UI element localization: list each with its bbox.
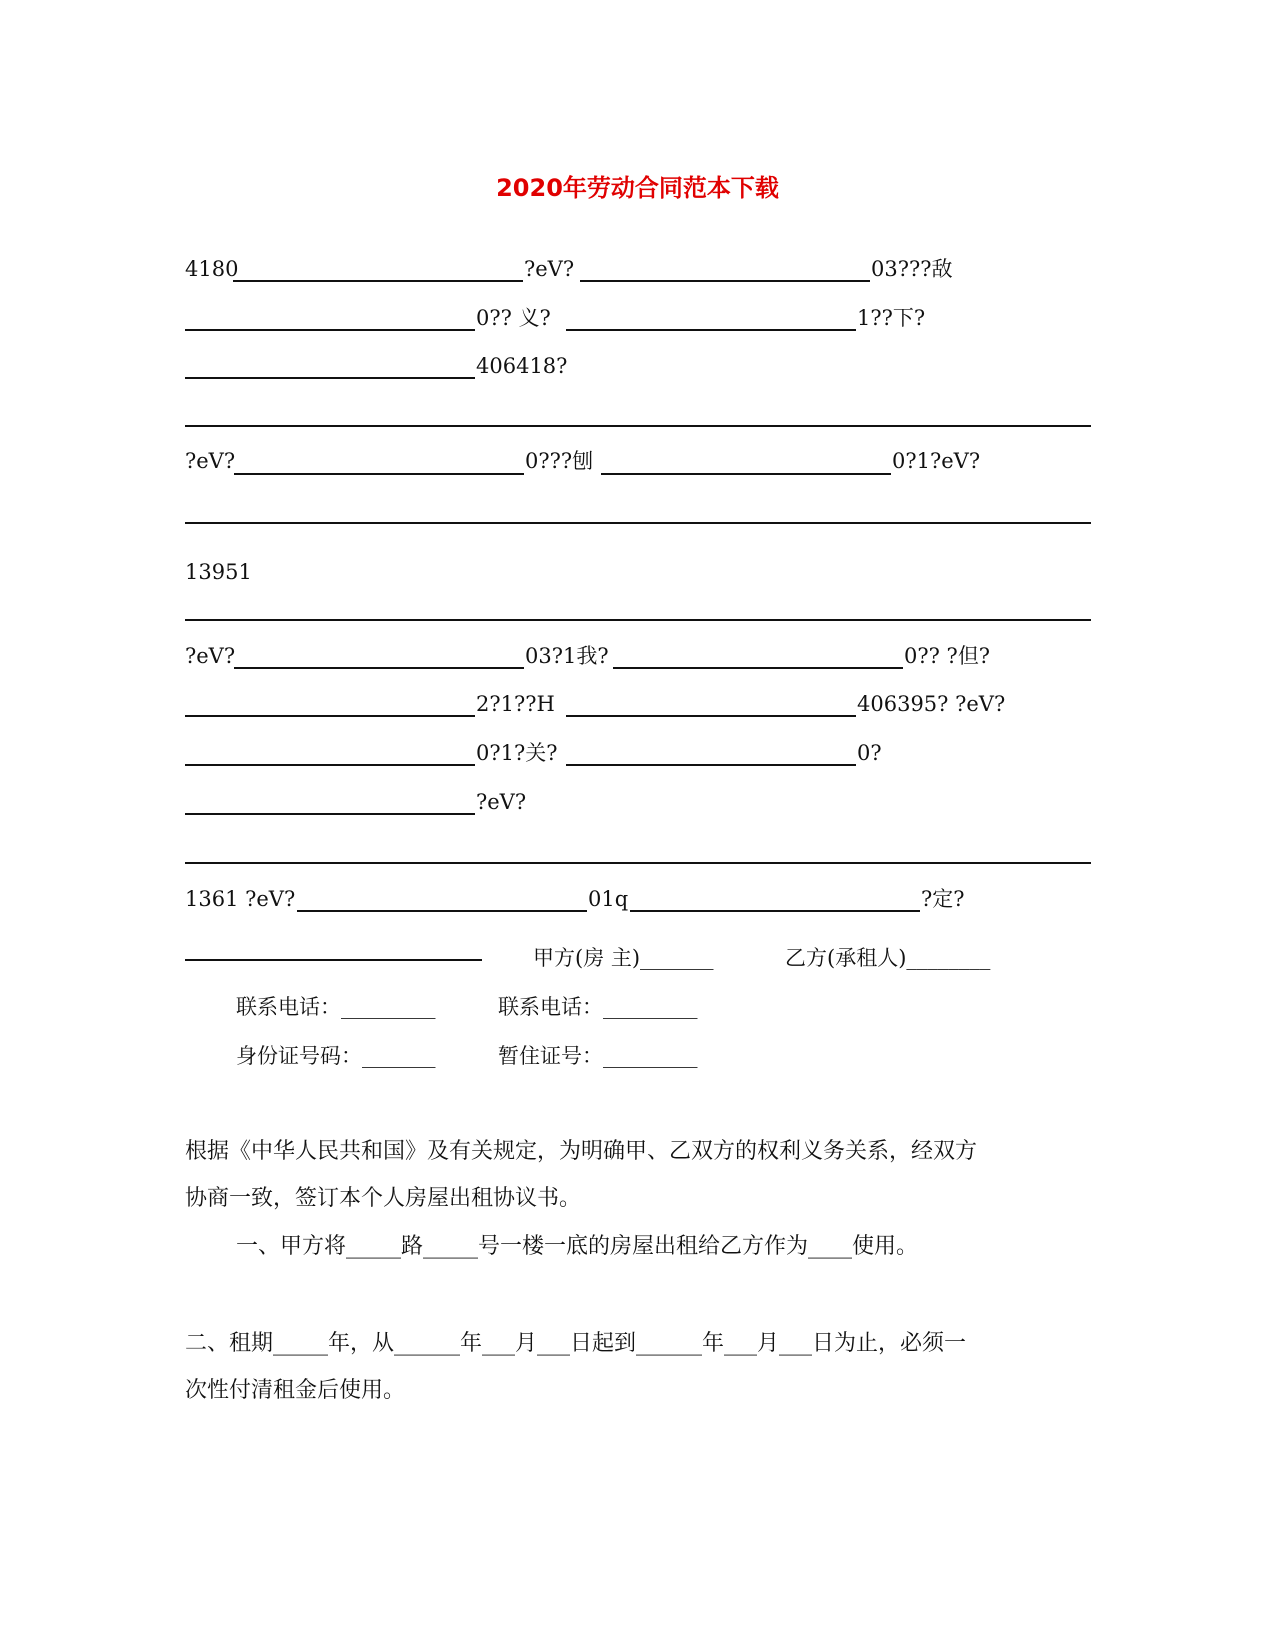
garbled-text: 406418? — [476, 354, 568, 378]
fill-line — [613, 667, 903, 669]
phone-b-label: 联系电话：_________ — [498, 995, 698, 1019]
fill-line — [185, 959, 482, 961]
horizontal-rule — [185, 425, 1091, 427]
garbled-text: 0?? 义? — [476, 306, 551, 330]
fill-line — [580, 280, 870, 282]
fill-line — [566, 715, 856, 717]
horizontal-rule — [185, 522, 1091, 524]
document-title: 2020年劳动合同范本下载 — [496, 174, 779, 202]
garbled-text: 0?1?eV? — [892, 449, 981, 473]
fill-line — [233, 280, 523, 282]
fill-line — [234, 667, 524, 669]
intro-paragraph-line1: 根据《中华人民共和国》及有关规定，为明确甲、乙双方的权利义务关系，经双方 — [185, 1139, 978, 1164]
id-number-label: 身份证号码：_______ — [236, 1044, 436, 1068]
garbled-text: 03?1我? — [525, 644, 609, 668]
garbled-text: 406395? ?eV? — [857, 692, 1006, 716]
clause-1: 一、甲方将_____路_____号一楼一底的房屋出租给乙方作为____使用。 — [236, 1234, 919, 1259]
fill-line — [234, 473, 524, 475]
garbled-text: 0?? ?但? — [904, 644, 991, 668]
temp-residence-label: 暂住证号：_________ — [498, 1044, 698, 1068]
fill-line — [185, 715, 475, 717]
fill-line — [630, 910, 920, 912]
garbled-text: 13951 — [185, 560, 252, 584]
garbled-text: 1361 ?eV? — [185, 887, 296, 911]
fill-line — [185, 377, 475, 379]
party-b-label: 乙方(承租人)________ — [785, 946, 991, 970]
garbled-text: ?eV? — [476, 790, 527, 814]
garbled-text: 1??下? — [857, 306, 926, 330]
garbled-text: 0???刨 — [525, 449, 594, 473]
fill-line — [566, 329, 856, 331]
clause-2-line1: 二、租期_____年，从______年___月___日起到______年___月___日为止，必须一 — [185, 1331, 967, 1356]
fill-line — [566, 764, 856, 766]
party-a-label: 甲方(房 主)_______ — [533, 946, 714, 970]
fill-line — [185, 813, 475, 815]
garbled-text: 0?1?关? — [476, 741, 558, 765]
garbled-text: 4180 — [185, 257, 239, 281]
phone-a-label: 联系电话：_________ — [236, 995, 436, 1019]
garbled-text: ?定? — [921, 887, 965, 911]
fill-line — [297, 910, 587, 912]
garbled-text: ?eV? — [185, 449, 236, 473]
garbled-text: 2?1??H — [476, 692, 555, 716]
garbled-text: 03???敌 — [871, 257, 953, 281]
clause-2-line2: 次性付清租金后使用。 — [185, 1378, 406, 1403]
horizontal-rule — [185, 619, 1091, 621]
horizontal-rule — [185, 862, 1091, 864]
garbled-text: ?eV? — [185, 644, 236, 668]
intro-paragraph-line2: 协商一致，签订本个人房屋出租协议书。 — [185, 1186, 582, 1211]
fill-line — [185, 329, 475, 331]
fill-line — [185, 764, 475, 766]
garbled-text: 01q — [588, 887, 629, 911]
garbled-text: ?eV? — [524, 257, 575, 281]
garbled-text: 0? — [857, 741, 882, 765]
fill-line — [601, 473, 891, 475]
